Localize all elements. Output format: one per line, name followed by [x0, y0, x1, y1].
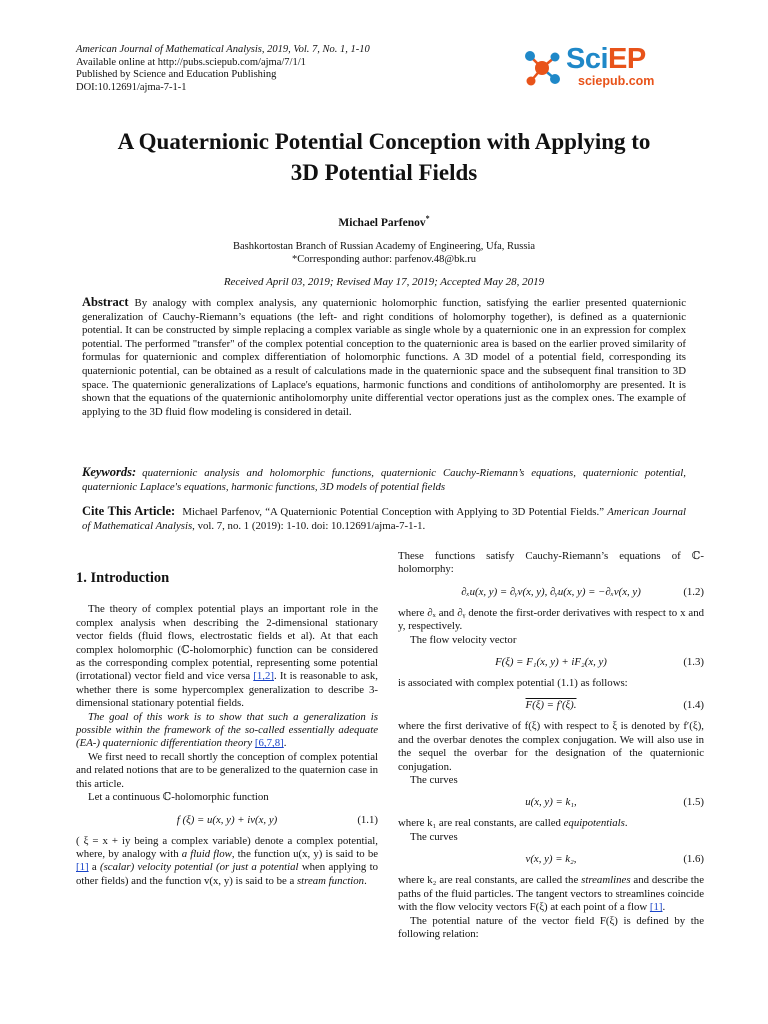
paper-title: A Quaternionic Potential Conception with Applying to 3D Potential Fields — [117, 129, 651, 185]
equation-1-1: f (ξ) = u(x, y) + iv(x, y) (1.1) — [176, 813, 378, 826]
potential-nature-paragraph: The potential nature of the vector field F(ξ) is defined by the following relation: — [398, 914, 704, 940]
abstract-label: Abstract — [82, 295, 129, 309]
reference-link[interactable]: [1,2] — [253, 670, 274, 683]
equation-1-4: F(ξ) = f′(ξ). (1.4) — [525, 699, 704, 712]
recall-paragraph: We first need to recall shortly the conception of complex potential and related notions that are to be generalized to the quaternion case in this article. — [76, 750, 378, 790]
affiliation: Bashkortostan Branch of Russian Academy of Engineering, Ufa, Russia *Corresponding author: parfenov.48@bk.ru — [0, 240, 768, 266]
cite-this-article: Cite This Article: Michael Parfenov, “A Quaternionic Potential Conception with Applying to 3D Potential Fields.” American Journal of Mathematical Analysis, vol. 7, no. 1 (2019): 1-10. doi: 10.12691/ajma-7-1-1. — [82, 504, 687, 532]
equation-1-5: u(x, y) = k₁, (1.5) — [525, 796, 704, 809]
curves-paragraph: The curves — [410, 774, 458, 787]
intro-paragraph: The theory of complex potential plays an important role in the complex analysis when describing the 2-dimensional stationary vector fields (fluid flows, electrostatic fields et al). At that each complex holomorphic (ℂ-holomorphic) function can be considered as the corresponding complex potential, representing some potential (irrotational) vector field and vice versa [1,2]. It is reasonable to ask, whether there is some hypercomplex generalization to describe 3-dimensional stationary potential fields. — [76, 603, 378, 710]
journal-line: American Journal of Mathematical Analysis, 2019, Vol. 7, No. 1, 1-10 — [76, 44, 370, 55]
conjugation-paragraph: where the first derivative of f(ξ) with respect to ξ is denoted by f′(ξ), and the overbar denotes the complex conjugation. We will also use in the sequel the overbar for the designation of the quaternionic conjugation. — [398, 720, 704, 773]
online-line[interactable]: Available online at http://pubs.sciepub.com/ajma/7/1/1 — [76, 56, 306, 68]
cr-paragraph: These functions satisfy Cauchy-Riemann’s equations of ℂ-holomorphy: — [398, 550, 704, 576]
keywords-label: Keywords: — [82, 465, 137, 479]
potential-paragraph: ( ξ = x + iy being a complex variable) denote a complex potential, where, by analogy with a fluid flow, the function u(x, y) is said to be [1] a (scalar) velocity potential (or just a potential when applying to other fields) and the function v(x, y) is said to be a stream function. — [76, 834, 379, 887]
publisher-line: Published by Science and Education Publishing — [76, 69, 277, 80]
right-column — [398, 550, 704, 941]
logo-brand: SciEP — [566, 43, 646, 75]
abstract — [82, 296, 686, 419]
logo-url: sciepub.com — [578, 74, 655, 88]
reference-link[interactable]: [1] — [76, 861, 89, 874]
article-dates: Received April 03, 2019; Revised May 17, 2019; Accepted May 28, 2019 — [223, 276, 545, 288]
cite-label: Cite This Article: — [82, 504, 176, 518]
section-title: 1. Introduction — [76, 570, 170, 586]
equation-1-3: F(ξ) = F₁(x, y) + iF₂(x, y) (1.3) — [495, 656, 704, 669]
reference-link[interactable]: [6,7,8] — [254, 737, 284, 750]
derivative-paragraph: where ∂ₓ and ∂ᵧ denote the first-order derivatives with respect to x and y, respectively. — [398, 606, 704, 633]
equipotentials-paragraph: where k₁ are real constants, are called equipotentials. — [398, 817, 628, 830]
let-paragraph: Let a continuous ℂ-holomorphic function — [88, 791, 269, 804]
keywords — [82, 466, 686, 494]
keywords-text: quaternionic analysis and holomorphic functions, quaternionic Cauchy-Riemann’s equations, quaternionic potential, quaternionic Laplace's equations, harmonic functions, 3D models of potential fields — [82, 467, 686, 493]
velocity-paragraph: The flow velocity vector — [410, 633, 517, 646]
associated-paragraph: is associated with complex potential (1.1) as follows: — [398, 677, 628, 690]
goal-paragraph: The goal of this work is to show that such a generalization is possible within the framework of the so-called essentially adequate (EA-) quaternionic differentiation theory [6,7,8]. — [76, 710, 378, 750]
journal-header — [76, 44, 496, 94]
sciep-logo[interactable] — [522, 44, 692, 92]
reference-link[interactable]: [1] — [649, 901, 663, 914]
corresponding-author: *Corresponding author: parfenov.48@bk.ru — [292, 254, 476, 265]
equation-1-2: ∂ₓu(x, y) = ∂ᵧv(x, y), ∂ᵧu(x, y) = −∂ₓv(x, y) (1.2) — [461, 585, 704, 598]
abstract-text: By analogy with complex analysis, any quaternionic holomorphic function, satisfying the earlier presented quaternionic generalization of Cauchy-Riemann’s equations (the left- and right conditions of holomorphy together), is defined as a quaternionic potential. It can be constructed by simple replacing a complex variable as single whole by a quaternionic one in an expression for complex potential. The performed "transfer" of the complex potential conception to the quaternionic area is based on the earlier proved similarity of formulas for quaternionic and complex differentiation of holomorphic functions. A 3D model of a potential field, corresponding its quaternionic potential, can be obtained as a result of calculations made in the quaternionic space and the subsequent final transition to 3D space. The quaternionic generalizations of Laplace's equations, harmonic functions and conditions of antiholomorphy are presented. It is shown that the equations of the quaternionic antiholomorphy unite differential vector operations just as the complex ones. The example of applying to the 3D fluid flow modeling is considered in detail. — [82, 297, 686, 418]
author-name: Michael Parfenov* — [338, 214, 430, 229]
left-column — [76, 550, 378, 888]
equation-1-6: v(x, y) = k₂, (1.6) — [525, 853, 704, 866]
molecule-icon — [522, 48, 562, 88]
doi-line[interactable]: DOI:10.12691/ajma-7-1-1 — [76, 81, 187, 93]
curves-paragraph-2: The curves — [410, 830, 458, 843]
streamlines-paragraph: where k₂ are real constants, are called the streamlines and describe the paths of the fluid particles. The tangent vectors to streamlines coincide with the flow velocity vectors F(ξ) at each point of a flow [1]. — [398, 874, 704, 914]
